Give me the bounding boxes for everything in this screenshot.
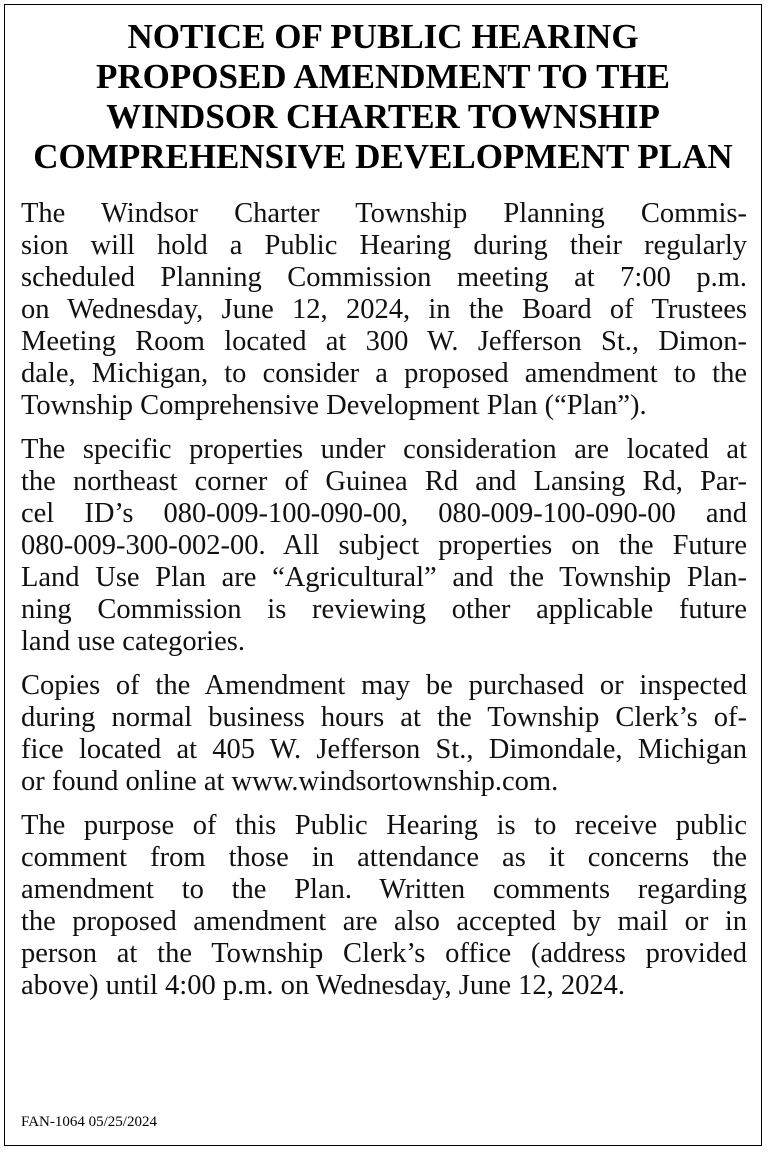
text-line: Township Comprehensive Development Plan (“Plan”). bbox=[21, 390, 647, 421]
text-line: land use categories. bbox=[21, 626, 245, 657]
text-line: above) until 4:00 p.m. on Wednesday, June 12, 2024. bbox=[21, 970, 626, 1001]
text-line: fice located at 405 W. Jefferson St., Dimondale, Michigan bbox=[21, 734, 747, 765]
text-line: dale, Michigan, to consider a proposed amendment to the bbox=[21, 358, 747, 389]
text-line: ning Commission is reviewing other applicable future bbox=[21, 594, 747, 625]
title-line: COMPREHENSIVE DEVELOPMENT PLAN bbox=[33, 137, 733, 176]
text-line: or found online at www.windsortownship.com. bbox=[21, 766, 559, 797]
public-notice bbox=[4, 4, 762, 1146]
text-line: Copies of the Amendment may be purchased or inspected bbox=[21, 670, 747, 701]
text-line: the proposed amendment are also accepted by mail or in bbox=[21, 906, 747, 937]
paragraph-purpose bbox=[21, 810, 747, 1002]
text-line: Land Use Plan are “Agricultural” and the Township Plan- bbox=[21, 562, 747, 593]
text-line: sion will hold a Public Hearing during their regularly bbox=[21, 230, 747, 261]
text-line: Meeting Room located at 300 W. Jefferson St., Dimon- bbox=[21, 326, 747, 357]
notice-title bbox=[15, 17, 751, 177]
text-line: person at the Township Clerk’s office (address provided bbox=[21, 938, 747, 969]
paragraph-hearing-details bbox=[21, 198, 747, 422]
text-line: during normal business hours at the Township Clerk’s of- bbox=[21, 702, 747, 733]
text-line: the northeast corner of Guinea Rd and Lansing Rd, Par- bbox=[21, 466, 747, 497]
text-line: The purpose of this Public Hearing is to receive public bbox=[21, 810, 747, 841]
text-line: on Wednesday, June 12, 2024, in the Board of Trustees bbox=[21, 294, 747, 325]
title-line: NOTICE OF PUBLIC HEARING bbox=[127, 17, 639, 56]
title-line: PROPOSED AMENDMENT TO THE bbox=[95, 57, 671, 96]
text-line: The specific properties under consideration are located at bbox=[21, 434, 747, 465]
text-line: The Windsor Charter Township Planning Commis- bbox=[21, 198, 747, 229]
notice-id-date: FAN-1064 05/25/2024 bbox=[21, 1114, 157, 1130]
text-line: scheduled Planning Commission meeting at 7:00 p.m. bbox=[21, 262, 747, 293]
text-line: comment from those in attendance as it concerns the bbox=[21, 842, 747, 873]
paragraph-copies bbox=[21, 670, 747, 798]
text-line: cel ID’s 080-009-100-090-00, 080-009-100-090-00 and bbox=[21, 498, 747, 529]
notice-body bbox=[21, 198, 747, 1014]
paragraph-properties bbox=[21, 434, 747, 658]
text-line: 080-009-300-002-00. All subject properties on the Future bbox=[21, 530, 747, 561]
text-line: amendment to the Plan. Written comments regarding bbox=[21, 874, 747, 905]
title-line: WINDSOR CHARTER TOWNSHIP bbox=[106, 97, 660, 136]
